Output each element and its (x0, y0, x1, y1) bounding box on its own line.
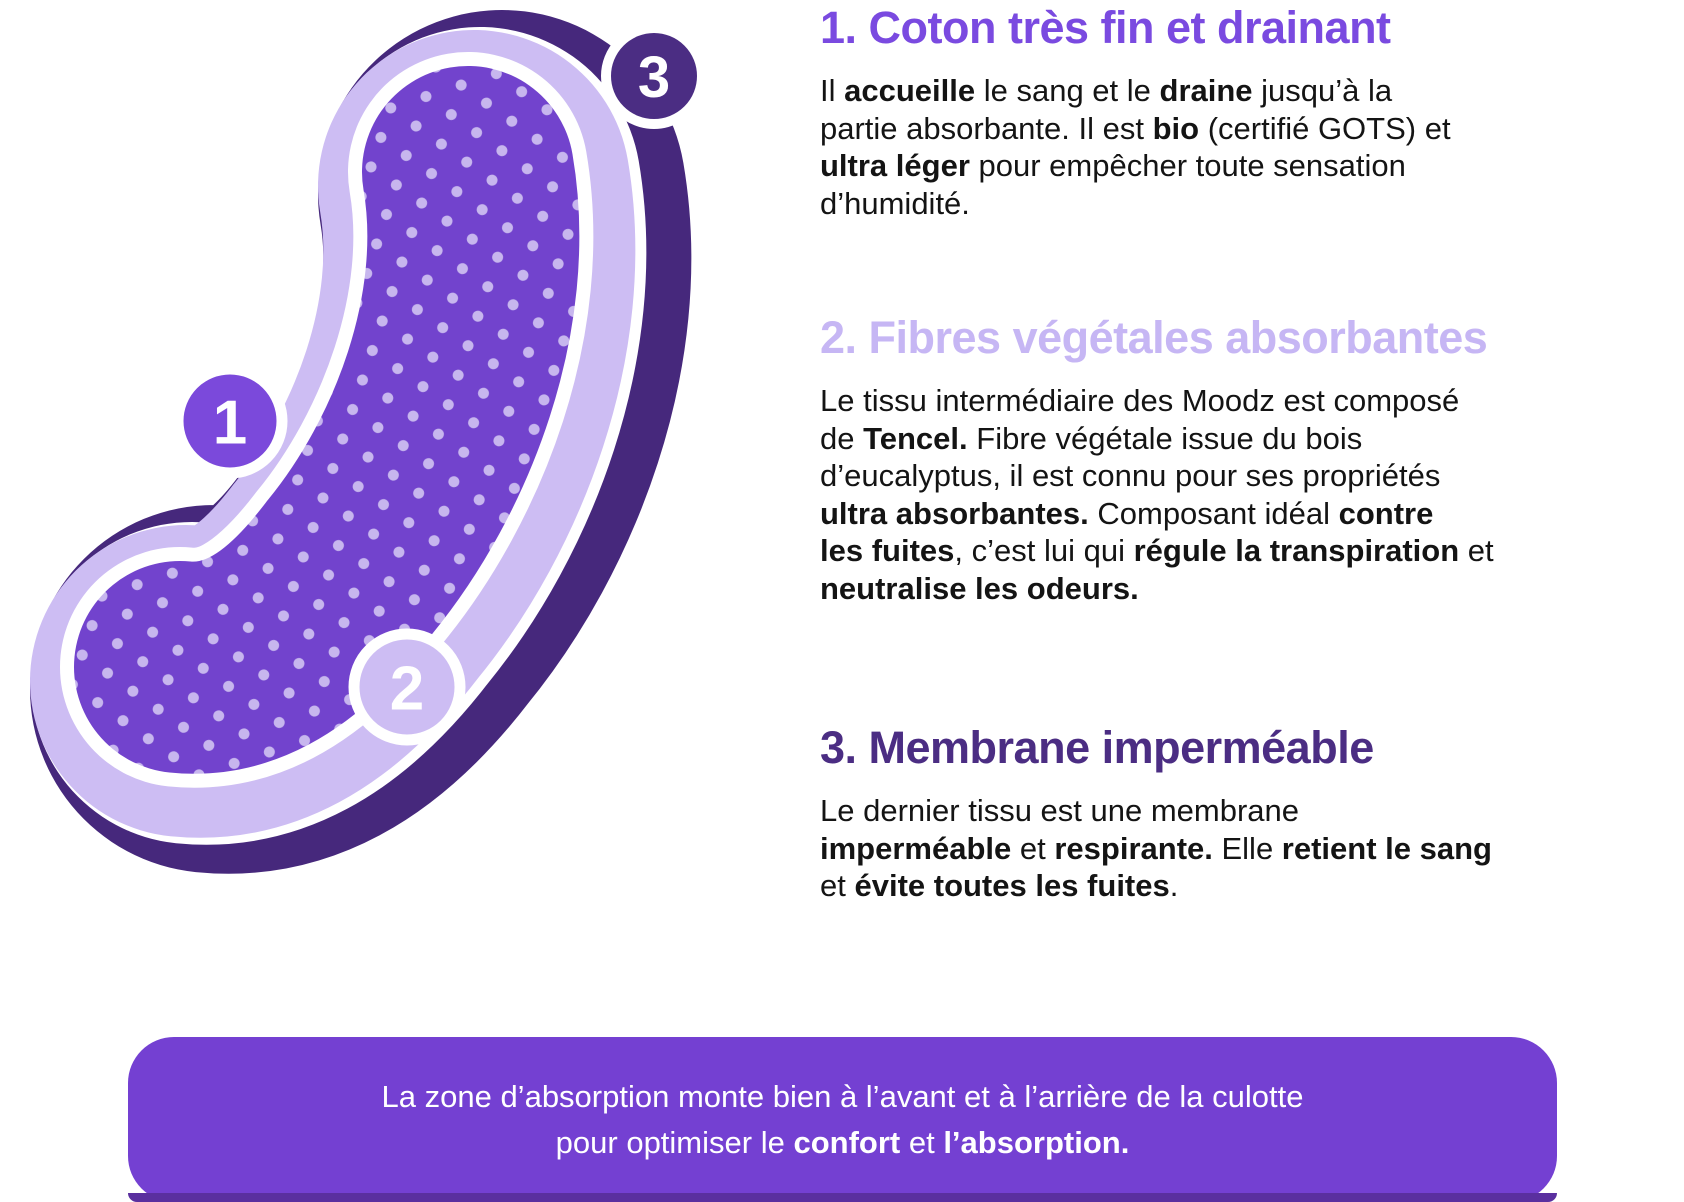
badge-1-number: 1 (212, 388, 248, 458)
section-fibres (820, 312, 1494, 607)
pad-layers-illustration (0, 0, 760, 880)
badge-3-number: 3 (637, 44, 671, 110)
section-membrane-body: Le dernier tissu est une membrane imperméable et respirante. Elle retient le sang et évite toutes les fuites. (820, 793, 1492, 903)
section-membrane-title: 3. Membrane imperméable (820, 722, 1374, 773)
section-fibres-body: Le tissu intermédiaire des Moodz est composé de Tencel. Fibre végétale issue du bois d’eucalyptus, il est connu pour ses propriétés ultra absorbantes. Composant idéal contre les fuites, c’est lui qui régule la transpiration et neutralise les odeurs. (820, 383, 1494, 606)
footer-note (128, 1037, 1557, 1202)
section-cotton (820, 2, 1451, 222)
footer-note-text: La zone d’absorption monte bien à l’avant et à l’arrière de la culotte pour optimiser le confort et l’absorption. (381, 1078, 1304, 1160)
section-membrane (820, 722, 1492, 905)
badge-2-number: 2 (389, 654, 425, 724)
section-cotton-body: Il accueille le sang et le draine jusqu’à la partie absorbante. Il est bio (certifié GOTS) et ultra léger pour empêcher toute sensation d’humidité. (820, 73, 1451, 221)
section-fibres-title: 2. Fibres végétales absorbantes (820, 312, 1488, 363)
section-cotton-title: 1. Coton très fin et drainant (820, 2, 1391, 53)
